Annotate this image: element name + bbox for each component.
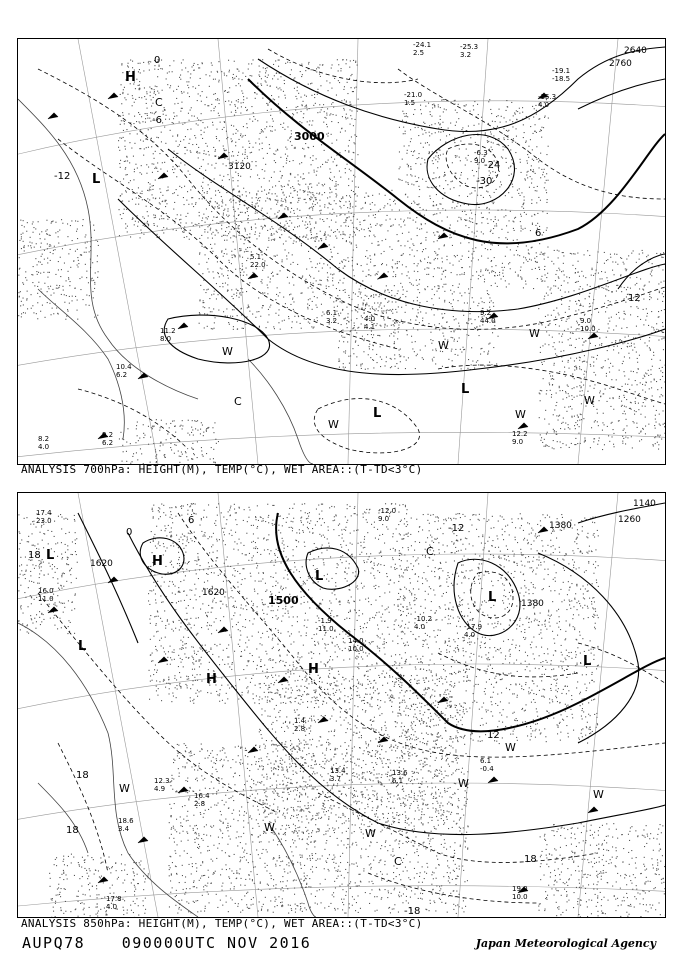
station-value: 6.1 <box>326 309 338 317</box>
station-value: 14.0 <box>348 637 364 645</box>
station-value: 8.0 <box>160 335 172 343</box>
warm-center: W <box>515 408 526 421</box>
station-value: -0.4 <box>480 765 494 773</box>
station-value: 3.4 <box>118 825 130 833</box>
coastline <box>18 623 316 917</box>
wet-area-stipple <box>18 59 665 464</box>
high-pressure-center: H <box>125 70 136 85</box>
station-value: 4.0 <box>38 443 50 451</box>
caption-700hpa: ANALYSIS 700hPa: HEIGHT(M), TEMP(°C), WET AREA::(T-TD<3°C) <box>21 463 423 476</box>
station-value: 10.4 <box>116 363 132 371</box>
low-pressure-center: L <box>315 569 324 584</box>
pressure-system-labels <box>92 70 469 421</box>
station-value: -1.9 <box>318 617 332 625</box>
station-value: -17.9 <box>464 623 483 631</box>
station-value: 17.8 <box>106 895 122 903</box>
station-value: 44.0 <box>480 317 496 325</box>
low-pressure-center: L <box>92 172 101 187</box>
station-value: 10.0 <box>512 893 528 901</box>
station-value: -18.5 <box>552 75 571 83</box>
wet-area-stipple <box>18 503 665 917</box>
station-value: -21.0 <box>404 91 423 99</box>
station-value: 12.2 <box>512 430 528 438</box>
temp-label: 18 <box>28 550 41 561</box>
cold-center: C <box>234 395 242 408</box>
high-pressure-center: H <box>152 554 163 569</box>
height-label: 1620 <box>90 559 113 569</box>
station-value: 8.2 <box>38 435 50 443</box>
wind-barbs <box>48 93 598 439</box>
station-value: 2.8 <box>294 725 306 733</box>
station-value: 4.0 <box>538 101 550 109</box>
station-value: 3.2 <box>326 317 338 325</box>
temp-label: 0 <box>126 527 133 538</box>
cold-center: C <box>155 96 163 109</box>
chart-850hpa <box>17 492 666 918</box>
station-value: 10.0 <box>580 325 596 333</box>
station-value: -10.2 <box>414 615 433 623</box>
station-value: 11.0 <box>38 595 54 603</box>
temp-label: 12 <box>487 730 500 741</box>
station-value: 11.0 <box>318 625 334 633</box>
station-value: 4.0 <box>414 623 426 631</box>
temp-label: 0 <box>154 55 161 66</box>
low-pressure-center: L <box>583 654 592 669</box>
cold-center: C <box>426 545 434 558</box>
station-value: 4.0 <box>464 631 476 639</box>
station-value: 6.1 <box>392 777 404 785</box>
height-label: 2760 <box>609 59 632 69</box>
height-labels <box>90 499 656 609</box>
map-850hpa <box>18 493 665 917</box>
temp-label: -6 <box>152 115 162 126</box>
station-value: 10.0 <box>348 645 364 653</box>
temp-label: -12 <box>54 171 71 182</box>
valid-time: 090000UTC NOV 2016 <box>121 934 312 952</box>
temp-labels <box>28 515 537 917</box>
temp-label: -30 <box>476 176 493 187</box>
station-value: 9.2 <box>480 309 492 317</box>
station-value: 9.0 <box>474 157 486 165</box>
station-value: -12.0 <box>378 507 397 515</box>
warm-center: W <box>438 339 449 352</box>
cold-warm-labels <box>119 545 604 868</box>
station-value: -6.3 <box>474 149 488 157</box>
temp-label: -24 <box>484 160 501 171</box>
temp-label: 18 <box>66 825 79 836</box>
height-label: 3000 <box>294 130 325 143</box>
product-info <box>22 934 337 952</box>
caption-850hpa: ANALYSIS 850hPa: HEIGHT(M), TEMP(°C), WET AREA::(T-TD<3°C) <box>21 917 423 930</box>
station-value: 2.8 <box>194 800 206 808</box>
temp-label: -18 <box>404 906 421 917</box>
agency-name: Japan Meteorological Agency <box>475 937 656 950</box>
station-value: 18.6 <box>118 817 134 825</box>
temp-label: 6 <box>535 228 542 239</box>
station-value: -15.3 <box>538 93 557 101</box>
station-value: 6.2 <box>116 371 128 379</box>
station-value: 16.0 <box>38 587 54 595</box>
warm-center: W <box>222 345 233 358</box>
station-value: 19.0 <box>512 885 528 893</box>
low-pressure-center: L <box>373 406 382 421</box>
station-value: 4.0 <box>364 315 376 323</box>
station-value: 1.4 <box>294 717 306 725</box>
warm-center: W <box>119 782 130 795</box>
warm-center: W <box>365 827 376 840</box>
height-label: 1380 <box>521 599 544 609</box>
height-labels <box>228 46 647 172</box>
station-value: 9.2 <box>102 431 114 439</box>
station-value: 4.1 <box>364 323 376 331</box>
cold-center: C <box>394 855 402 868</box>
warm-center: W <box>529 327 540 340</box>
height-label: 1500 <box>268 594 299 607</box>
temp-label: 12 <box>628 293 641 304</box>
height-label: 1620 <box>202 588 225 598</box>
station-value: 4.9 <box>154 785 166 793</box>
station-value: -19.1 <box>552 67 571 75</box>
temp-label: 18 <box>524 854 537 865</box>
low-pressure-center: L <box>46 548 55 563</box>
station-value: 11.2 <box>160 327 176 335</box>
station-value: 1.5 <box>404 99 416 107</box>
station-value: -25.3 <box>460 43 479 51</box>
warm-center: W <box>593 788 604 801</box>
high-pressure-center: H <box>206 672 217 687</box>
height-label: 1380 <box>549 521 572 531</box>
station-value: 4.0 <box>106 903 118 911</box>
station-value: 6.1 <box>480 757 492 765</box>
high-pressure-center: H <box>308 662 319 677</box>
temp-label: 18 <box>76 770 89 781</box>
station-value: 17.4 <box>36 509 52 517</box>
station-value: 13.4 <box>330 767 346 775</box>
station-value: 3.2 <box>460 51 472 59</box>
warm-center: W <box>458 777 469 790</box>
height-label: 2640 <box>624 46 647 56</box>
station-value: -24.1 <box>413 41 432 49</box>
station-value: 22.0 <box>250 261 266 269</box>
warm-center: W <box>584 394 595 407</box>
station-value: 5.1 <box>250 253 262 261</box>
low-pressure-center: L <box>78 639 87 654</box>
station-value: 6.2 <box>102 439 114 447</box>
height-label: 3120 <box>228 162 251 172</box>
height-label: 1140 <box>633 499 656 509</box>
warm-center: W <box>328 418 339 431</box>
height-label: 1260 <box>618 515 641 525</box>
station-value: 3.7 <box>330 775 342 783</box>
station-value: 2.5 <box>413 49 425 57</box>
warm-center: W <box>264 821 275 834</box>
low-pressure-center: L <box>488 590 497 605</box>
chart-700hpa <box>17 38 666 465</box>
coastline <box>18 99 313 464</box>
station-value: 16.4 <box>194 792 210 800</box>
station-value: 12.3 <box>154 777 170 785</box>
station-value: 9.0 <box>580 317 592 325</box>
low-pressure-center: L <box>461 382 470 397</box>
temperature-isotherms <box>38 49 665 453</box>
station-value: 23.0 <box>36 517 52 525</box>
warm-center: W <box>505 741 516 754</box>
product-code: AUPQ78 <box>22 934 86 952</box>
station-value: 13.6 <box>392 769 408 777</box>
temp-label: -12 <box>448 523 465 534</box>
station-value: 9.0 <box>378 515 390 523</box>
station-value: 9.0 <box>512 438 524 446</box>
map-700hpa <box>18 39 665 464</box>
temp-label: 6 <box>188 515 195 526</box>
